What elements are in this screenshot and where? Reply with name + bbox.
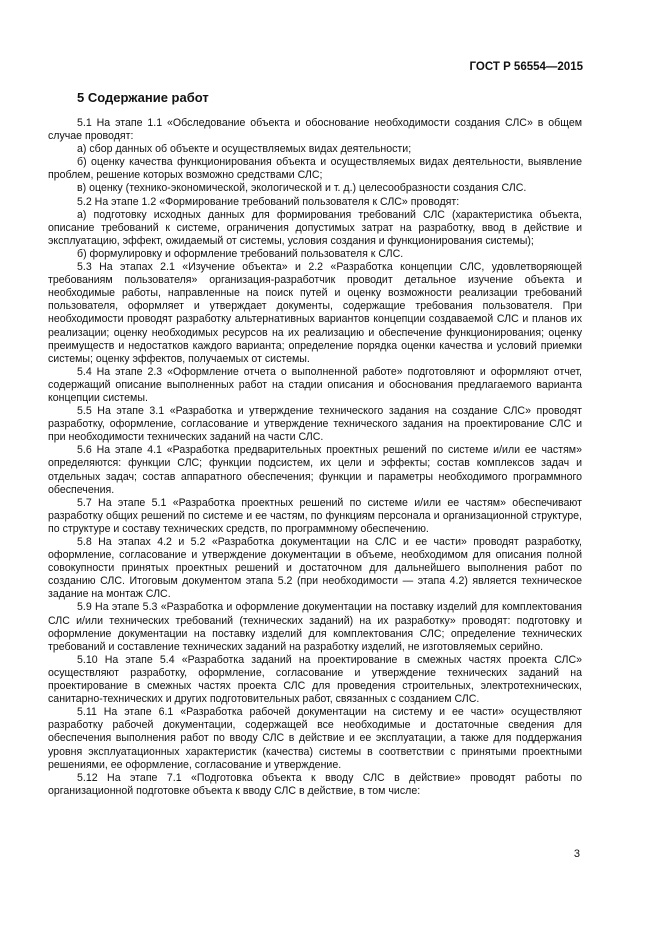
paragraph: 5.3 На этапах 2.1 «Изучение объекта» и 2.2 «Разработка концепции СЛС, удовлетворяющей требованиям пользователя» организация-разработчик проводит детальное изучение объекта и необходимые работы, направленные на поиск путей и оценку возможности реализации требований пользователя, оформляет и утверждает документы, содержащие требования пользователя. При необходимости проводят разработку альтернативных вариантов концепции создаваемой СЛС и планов их реализации; оценку необходимых ресурсов на их реализацию и обеспечение функционирования; оценку преимуществ и недостатков каждого варианта; определение порядка оценки качества и условий приемки системы; оценку эффектов, получаемых от системы. — [48, 261, 582, 365]
paragraph: 5.8 На этапах 4.2 и 5.2 «Разработка документации на СЛС и ее части» проводят разработку, оформление, согласование и утверждение документации в объеме, необходимом для описания полной совокупности принятых проектных решений и достаточном для дальнейшего выполнения работ по созданию СЛС. Итоговым документом этапа 5.2 (при необходимости — этапа 4.2) является техническое задание на монтаж СЛС. — [48, 536, 582, 601]
paragraph: 5.12 На этапе 7.1 «Подготовка объекта к вводу СЛС в действие» проводят работы по организационной подготовке объекта к вводу СЛС в действие, в том числе: — [48, 771, 582, 797]
page-number: 3 — [573, 848, 580, 860]
paragraph: б) формулировку и оформление требований пользователя к СЛС. — [77, 247, 404, 260]
paragraph: а) подготовку исходных данных для формирования требований СЛС (характеристика объекта, описание требований к системе, ограничения допустимых затрат на разработку, ввод в действие и эксплуатацию, эффект, ожидаемый от системы, условия создания и функционирования системы); — [48, 208, 582, 247]
section-title: 5 Содержание работ — [77, 90, 209, 105]
paragraph: а) сбор данных об объекте и осуществляемых видах деятельности; — [77, 143, 412, 156]
paragraph: 5.1 На этапе 1.1 «Обследование объекта и обоснование необходимости создания СЛС» в общем случае проводят: — [48, 117, 582, 143]
paragraph: 5.4 На этапе 2.3 «Оформление отчета о выполненной работе» подготовляют и оформляют отчет, содержащий описание выполненных работ на стадии описания и обоснования предлагаемого варианта концепции системы. — [48, 365, 582, 404]
paragraph: в) оценку (технико-экономической, экологической и т. д.) целесообразности создания СЛС. — [77, 182, 527, 195]
paragraph: 5.2 На этапе 1.2 «Формирование требований пользователя к СЛС» проводят: — [77, 195, 460, 208]
paragraph: 5.9 На этапе 5.3 «Разработка и оформление документации на поставку изделий для комплектования СЛС и/или технических требований (технических заданий) на их разработку» проводят: подготовку и оформление документации на поставку изделий для комплектования СЛС; определение технических требований и составление технических заданий на разработку изделий, не изготовляемых серийно. — [48, 601, 582, 653]
paragraph: б) оценку качества функционирования объекта и осуществляемых видах деятельности, выявление проблем, решение которых возможно средствами СЛС; — [48, 156, 582, 182]
document-id: ГОСТ Р 56554—2015 — [469, 61, 583, 73]
paragraph: 5.7 На этапе 5.1 «Разработка проектных решений по системе и/или ее частям» обеспечивают разработку общих решений по системе и ее частям, по функциям персонала и организационной структуре, по структуре и составу технических средств, по программному обеспечению. — [48, 496, 582, 535]
paragraph: 5.10 На этапе 5.4 «Разработка заданий на проектирование в смежных частях проекта СЛС» осуществляют разработку, оформление, согласование и утверждение технических заданий на проектирование в смежных частях проекта СЛС для проведения строительных, электротехнических, санитарно-технических и других подготовительных работ, связанных с созданием СЛС. — [48, 653, 582, 706]
paragraph: 5.6 На этапе 4.1 «Разработка предварительных проектных решений по системе и/или ее частям» определяются: функции СЛС; функции подсистем, их цели и эффекты; состав комплексов задач и отдельных задач; состав аппаратного обеспечения; функции и параметры необходимого программного обеспечения. — [48, 444, 582, 496]
paragraph: 5.5 На этапе 3.1 «Разработка и утверждение технического задания на создание СЛС» проводят разработку, оформление, согласование и утверждение технического задания на проектирование СЛС и при необходимости технических заданий на части СЛС. — [48, 405, 582, 444]
paragraph: 5.11 На этапе 6.1 «Разработка рабочей документации на систему и ее части» осуществляют разработку рабочей документации, содержащей все необходимые и достаточные сведения для обеспечения выполнения работ по вводу СЛС в действие и ее эксплуатации, а также для поддержания уровня эксплуатационных характеристик (качества) системы в соответствии с принятыми проектными решениями, ее оформление, согласование и утверждение. — [48, 706, 582, 771]
section-body — [48, 117, 582, 798]
